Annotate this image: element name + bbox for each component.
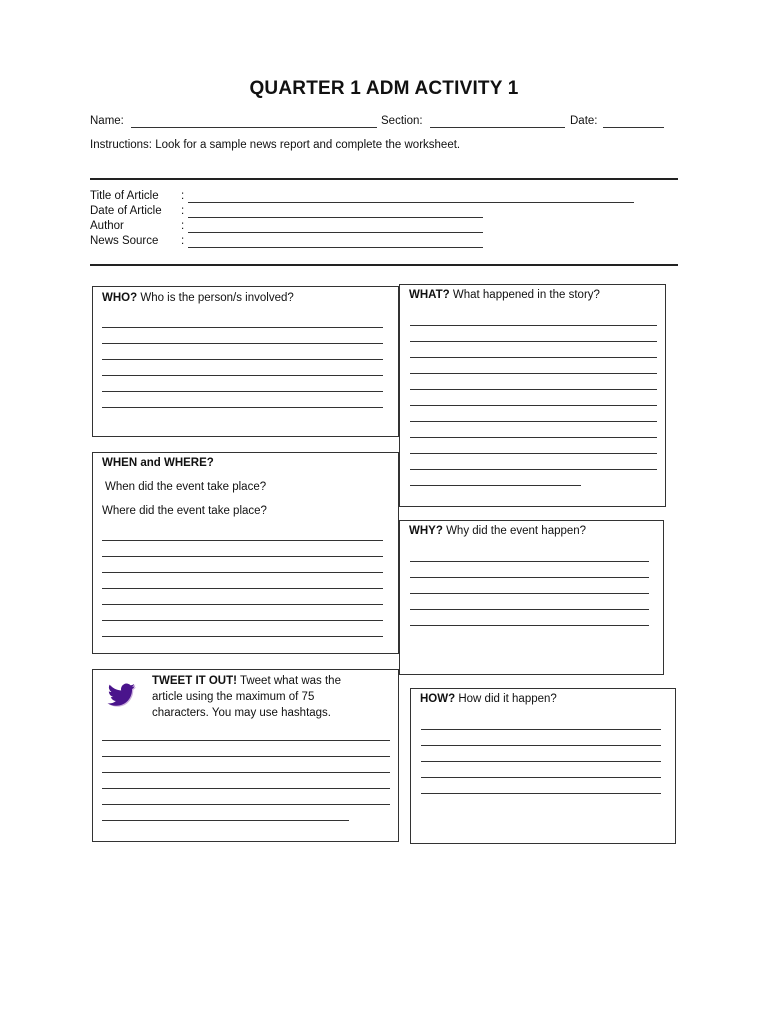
what-label: WHAT? [409, 289, 450, 301]
who-label: WHO? [102, 292, 138, 304]
when-where-answer-line[interactable] [102, 604, 383, 605]
what-heading [409, 289, 600, 301]
who-question: Who is the person/s involved? [140, 292, 294, 304]
how-answer-line[interactable] [421, 745, 661, 746]
date-blank[interactable] [603, 127, 664, 128]
author-colon: : [181, 220, 185, 232]
article-title-label: Title of Article [90, 190, 159, 202]
who-answer-line[interactable] [102, 327, 383, 328]
article-date-colon: : [181, 205, 185, 217]
name-label: Name: [90, 115, 124, 127]
when-where-heading [102, 457, 214, 469]
why-answer-line[interactable] [410, 593, 649, 594]
article-title-colon: : [181, 190, 185, 202]
when-where-label: WHEN and WHERE? [102, 457, 214, 469]
author-label: Author [90, 220, 124, 232]
why-box [399, 520, 664, 675]
what-answer-line[interactable] [410, 389, 657, 390]
date-label: Date: [570, 115, 598, 127]
how-box [410, 688, 676, 844]
tweet-answer-line[interactable] [102, 740, 390, 741]
when-where-answer-line[interactable] [102, 572, 383, 573]
how-answer-line[interactable] [421, 729, 661, 730]
who-answer-line[interactable] [102, 391, 383, 392]
how-answer-line[interactable] [421, 761, 661, 762]
divider-top [90, 178, 678, 180]
when-where-answer-line[interactable] [102, 620, 383, 621]
what-answer-line[interactable] [410, 485, 581, 486]
how-answer-line[interactable] [421, 793, 661, 794]
page-title: QUARTER 1 ADM ACTIVITY 1 [249, 78, 519, 99]
tweet-instructions [152, 673, 341, 721]
who-answer-line[interactable] [102, 359, 383, 360]
news-source-label: News Source [90, 235, 159, 247]
section-blank[interactable] [430, 127, 565, 128]
what-answer-line[interactable] [410, 405, 657, 406]
who-answer-line[interactable] [102, 407, 383, 408]
article-date-label: Date of Article [90, 205, 162, 217]
when-where-answer-line[interactable] [102, 540, 383, 541]
tweet-text-1: Tweet what was the [239, 675, 341, 687]
how-answer-line[interactable] [421, 777, 661, 778]
what-answer-line[interactable] [410, 357, 657, 358]
who-answer-line[interactable] [102, 375, 383, 376]
tweet-box [92, 669, 399, 842]
why-answer-line[interactable] [410, 561, 649, 562]
tweet-answer-line[interactable] [102, 756, 390, 757]
what-answer-line[interactable] [410, 453, 657, 454]
what-answer-line[interactable] [410, 341, 657, 342]
name-blank[interactable] [131, 127, 377, 128]
tweet-label: TWEET IT OUT! [152, 675, 237, 687]
why-answer-line[interactable] [410, 577, 649, 578]
tweet-text-3: characters. You may use hashtags. [152, 707, 331, 719]
tweet-answer-line[interactable] [102, 772, 390, 773]
tweet-line-1 [152, 673, 341, 689]
why-question: Why did the event happen? [446, 525, 587, 537]
when-where-answer-line[interactable] [102, 636, 383, 637]
tweet-text-2: article using the maximum of 75 [152, 691, 315, 703]
news-source-colon: : [181, 235, 185, 247]
what-answer-line[interactable] [410, 469, 657, 470]
who-heading [102, 292, 294, 304]
author-blank[interactable] [188, 232, 483, 233]
divider-bottom [90, 264, 678, 266]
how-question: How did it happen? [458, 693, 557, 705]
when-where-answer-line[interactable] [102, 556, 383, 557]
when-question: When did the event take place? [105, 481, 267, 493]
tweet-answer-line[interactable] [102, 788, 390, 789]
what-answer-line[interactable] [410, 373, 657, 374]
what-answer-line[interactable] [410, 421, 657, 422]
twitter-bird-icon [104, 678, 138, 712]
when-where-box [92, 452, 399, 654]
article-title-blank[interactable] [188, 202, 634, 203]
what-box [399, 284, 666, 507]
instructions: Instructions: Look for a sample news report and complete the worksheet. [90, 139, 461, 151]
news-source-blank[interactable] [188, 247, 483, 248]
why-label: WHY? [409, 525, 443, 537]
tweet-answer-line[interactable] [102, 820, 349, 821]
why-answer-line[interactable] [410, 625, 649, 626]
why-answer-line[interactable] [410, 609, 649, 610]
when-where-answer-line[interactable] [102, 588, 383, 589]
why-heading [409, 525, 586, 537]
what-question: What happened in the story? [452, 289, 600, 301]
tweet-answer-line[interactable] [102, 804, 390, 805]
article-date-blank[interactable] [188, 217, 483, 218]
how-heading [420, 693, 557, 705]
how-label: HOW? [420, 693, 456, 705]
who-answer-line[interactable] [102, 343, 383, 344]
section-label: Section: [381, 115, 423, 127]
where-question: Where did the event take place? [102, 505, 267, 517]
what-answer-line[interactable] [410, 325, 657, 326]
who-box [92, 286, 399, 437]
what-answer-line[interactable] [410, 437, 657, 438]
